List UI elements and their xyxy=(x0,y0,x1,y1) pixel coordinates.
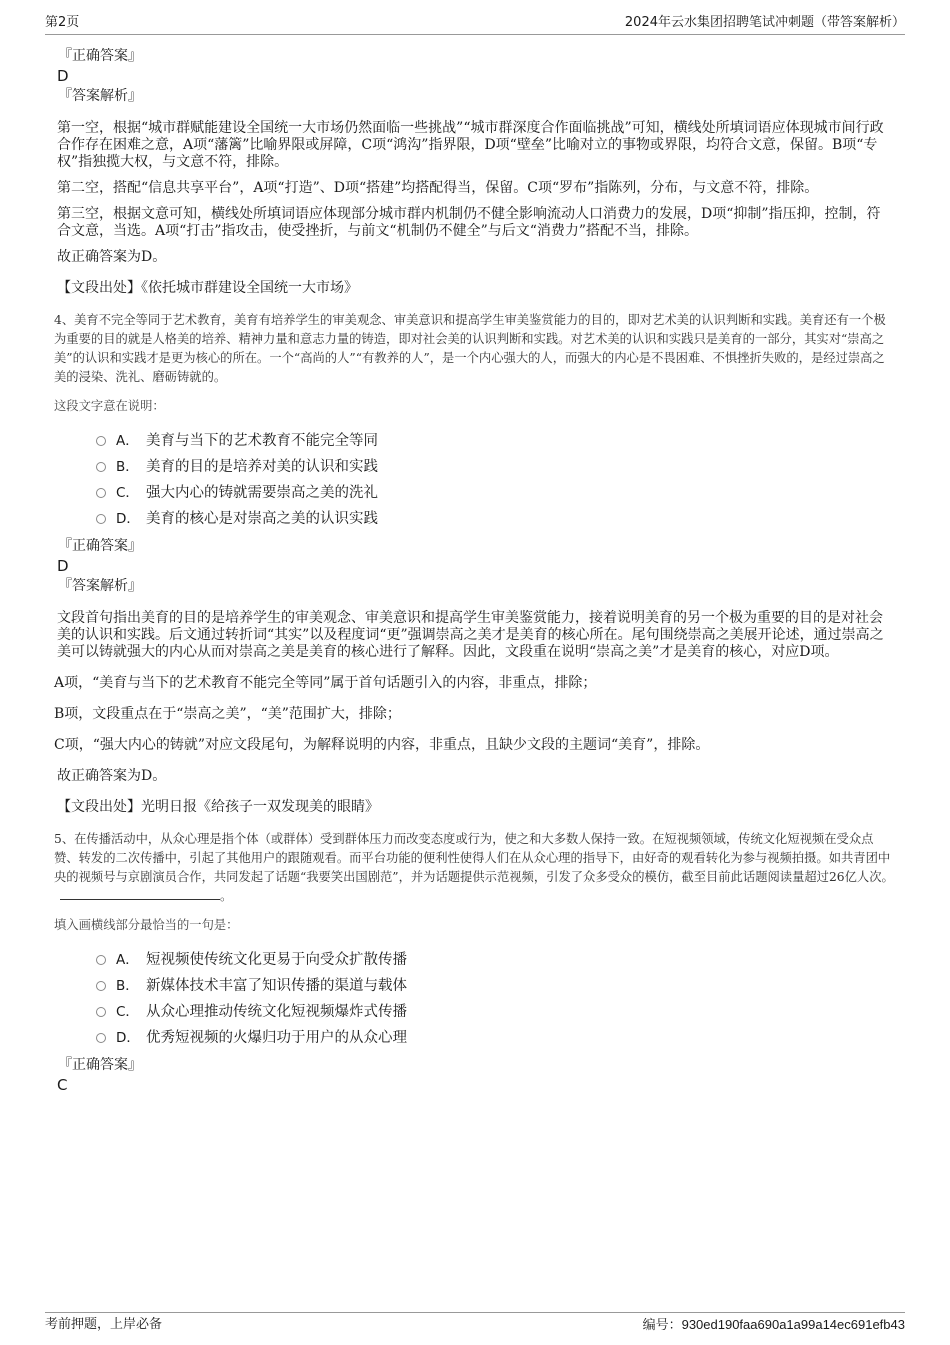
radio-icon[interactable] xyxy=(96,436,106,446)
radio-icon[interactable] xyxy=(96,514,106,524)
question-prompt: 填入画横线部分最恰当的一句是： xyxy=(54,918,239,932)
radio-icon[interactable] xyxy=(96,1007,106,1017)
option-a[interactable]: A． 短视频使传统文化更易于向受众扩散传播 xyxy=(96,945,896,971)
source-citation: 【文段出处】光明日报《给孩子一双发现美的眼睛》 xyxy=(57,799,379,815)
page-content xyxy=(54,46,896,1095)
footer-motto: 考前押题，上岸必备 xyxy=(45,1317,163,1332)
explanation-paragraph: 第三空，根据文意可知，横线处所填词语应体现部分城市群内机制仍不健全影响流动人口消费力的发展，D项“抑制”指压抑，控制，符合文意，当选。A项“打击”指攻击，使受挫折，与前文“机制仍不健全”与后文“消费力”搭配不当，排除。 xyxy=(57,206,881,239)
question-stem: 5、在传播活动中，从众心理是指个体（或群体）受到群体压力而改变态度或行为，使之和大多数人保持一致。在短视频领域，传统文化短视频在受众点赞、转发的二次传播中，引起了其他用户的跟随观看。而平台功能的便利性使得人们在从众心理的指导下，由好奇的观看转化为参与视频拍摄。如共青团中央的视频号与京剧演员合作，共同发起了话题“我要笑出国剧范”，并为话题提供示范视频，引发了众多受众的模仿，截至目前此话题阅读量超过26亿人次。。 xyxy=(54,832,894,903)
explanation-tag: 『答案解析』 xyxy=(58,88,142,104)
document-title: 2024年云水集团招聘笔试冲刺题（带答案解析） xyxy=(624,15,905,30)
radio-icon[interactable] xyxy=(96,955,106,965)
page-number: 第2页 xyxy=(45,15,80,30)
radio-icon[interactable] xyxy=(96,1033,106,1043)
option-b[interactable]: B． 美育的目的是培养对美的认识和实践 xyxy=(96,452,896,478)
source-citation: 【文段出处】《依托城市群建设全国统一大市场》 xyxy=(57,280,358,296)
radio-icon[interactable] xyxy=(96,462,106,472)
radio-icon[interactable] xyxy=(96,488,106,498)
option-c[interactable]: C． 强大内心的铸就需要崇高之美的洗礼 xyxy=(96,478,896,504)
question-stem: 4、美育不完全等同于艺术教育，美育有培养学生的审美观念、审美意识和提高学生审美鉴赏能力的目的，即对艺术美的认识判断和实践。美育还有一个极为重要的目的就是人格美的培养、精神力量和意志力量的铸造，即对社会美的认识判断和实践。对艺术美的认识和实践只是美育的一部分，其实对“崇高之美”的认识和实践才是更为核心的所在。一个“高尚的人”“有教养的人”，是一个内心强大的人，而强大的内心是不畏困难、不惧挫折失败的，是经过崇高之美的浸染、洗礼、磨砺铸就的。 xyxy=(54,313,886,384)
correct-answer: D xyxy=(57,67,69,85)
explanation-conclusion: 故正确答案为D。 xyxy=(57,768,167,784)
option-text: 强大内心的铸就需要崇高之美的洗礼 xyxy=(146,484,378,501)
option-text: 美育与当下的艺术教育不能完全等同 xyxy=(146,432,378,449)
explanation-paragraph: B项，文段重点在于“崇高之美”，“美”范围扩大，排除； xyxy=(54,706,401,722)
explanation-paragraph: C项，“强大内心的铸就”对应文段尾句，为解释说明的内容，非重点，且缺少文段的主题词“美育”，排除。 xyxy=(54,737,710,753)
option-list xyxy=(96,945,896,1049)
explanation-conclusion: 故正确答案为D。 xyxy=(57,249,167,265)
page-header xyxy=(45,14,905,35)
option-text: 美育的目的是培养对美的认识和实践 xyxy=(146,458,378,475)
option-text: 从众心理推动传统文化短视频爆炸式传播 xyxy=(146,1003,407,1020)
page-footer xyxy=(45,1312,905,1337)
document-code: 编号：930ed190faa690a1a99a14ec691efb43 xyxy=(642,1317,905,1333)
radio-icon[interactable] xyxy=(96,981,106,991)
option-text: 美育的核心是对崇高之美的认识实践 xyxy=(146,510,378,527)
explanation-paragraph: A项，“美育与当下的艺术教育不能完全等同”属于首句话题引入的内容，非重点，排除； xyxy=(54,675,597,691)
option-text: 新媒体技术丰富了知识传播的渠道与载体 xyxy=(146,977,407,994)
option-d[interactable]: D． 优秀短视频的火爆归功于用户的从众心理 xyxy=(96,1023,896,1049)
explanation-paragraph: 文段首句指出美育的目的是培养学生的审美观念、审美意识和提高学生审美鉴赏能力，接着说明美育的另一个极为重要的目的是对社会美的认识和实践。后文通过转折词“其实”以及程度词“更”强调崇高之美才是美育的核心所在。尾句围绕崇高之美展开论述，通过崇高之美可以铸就强大的内心从而对崇高之美是美育的核心进行了解释。因此，文段重在说明“崇高之美”才是美育的核心，对应D项。 xyxy=(57,610,884,660)
option-list xyxy=(96,426,896,530)
option-a[interactable]: A． 美育与当下的艺术教育不能完全等同 xyxy=(96,426,896,452)
option-text: 优秀短视频的火爆归功于用户的从众心理 xyxy=(146,1029,407,1046)
explanation-tag: 『答案解析』 xyxy=(58,578,142,594)
option-c[interactable]: C． 从众心理推动传统文化短视频爆炸式传播 xyxy=(96,997,896,1023)
option-text: 短视频使传统文化更易于向受众扩散传播 xyxy=(146,951,407,968)
correct-answer: D xyxy=(57,557,69,575)
correct-answer-tag: 『正确答案』 xyxy=(58,538,142,554)
question-prompt: 这段文字意在说明： xyxy=(54,399,165,413)
explanation-paragraph: 第二空，搭配“信息共享平台”，A项“打造”、D项“搭建”均搭配得当，保留。C项“罗布”指陈列，分布，与文意不符，排除。 xyxy=(57,180,819,196)
correct-answer-tag: 『正确答案』 xyxy=(58,48,142,64)
option-d[interactable]: D． 美育的核心是对崇高之美的认识实践 xyxy=(96,504,896,530)
explanation-paragraph: 第一空，根据“城市群赋能建设全国统一大市场仍然面临一些挑战”“城市群深度合作面临挑战”可知，横线处所填词语应体现城市间行政合作存在困难之意，A项“藩篱”比喻界限或屏障，C项“鸿沟”指界限，D项“壁垒”比喻对立的事物或界限，均符合文意，保留。B项“专权”指独揽大权，与文意不符，排除。 xyxy=(57,120,884,170)
correct-answer: C xyxy=(57,1076,68,1094)
correct-answer-tag: 『正确答案』 xyxy=(58,1057,142,1073)
option-b[interactable]: B． 新媒体技术丰富了知识传播的渠道与载体 xyxy=(96,971,896,997)
fill-blank-line xyxy=(60,887,220,900)
